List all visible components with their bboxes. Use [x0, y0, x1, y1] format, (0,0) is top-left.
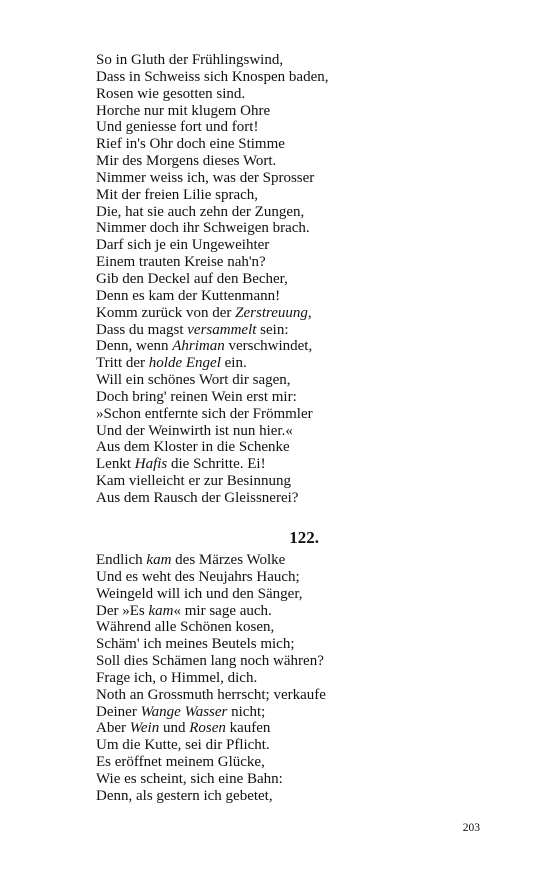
verse-text: Aber [96, 720, 130, 737]
section-heading: 122. [289, 528, 319, 547]
verse-text: Mir des Morgens dieses Wort. [96, 153, 277, 170]
verse-text: Aus dem Kloster in die Schenke [96, 439, 290, 456]
verse-line [96, 204, 426, 221]
verse-line [96, 569, 426, 586]
verse-line [96, 552, 426, 569]
verse-line [96, 619, 426, 636]
verse-text: verschwindet, [224, 338, 313, 355]
verse-line [96, 406, 426, 423]
verse-text: Schäm' ich meines Beutels mich; [96, 636, 295, 653]
verse-text: Mit der freien Lilie sprach, [96, 186, 259, 203]
verse-text: die Schritte. Ei! [167, 456, 266, 473]
verse-text: « mir sage auch. [173, 602, 272, 619]
verse-text: kaufen [225, 720, 271, 737]
verse-line [96, 653, 426, 670]
verse-text: Tritt der [96, 355, 149, 372]
verse-emphasis: Hafis [134, 456, 168, 473]
verse-text: Einem trauten Kreise nah'n? [96, 254, 266, 271]
verse-emphasis: Zerstreuung [235, 304, 308, 321]
verse-emphasis: Rosen [189, 720, 226, 737]
verse-line [96, 153, 426, 170]
verse-text: Denn, als gestern ich gebetet, [96, 787, 273, 804]
verse-text: nicht; [227, 703, 266, 720]
verse-text: Lenkt [96, 456, 135, 473]
verse-line [96, 754, 426, 771]
verse-emphasis: holde Engel [148, 355, 221, 372]
verse-text: Kam vielleicht er zur Besinnung [96, 473, 291, 490]
verse-text: des Märzes Wolke [171, 552, 286, 568]
verse-text: Deiner [96, 703, 141, 720]
verse-line [96, 119, 426, 136]
verse-text: Nimmer weiss ich, was der Sprosser [96, 169, 315, 186]
poem-block-1 [96, 52, 426, 507]
verse-emphasis: Wange Wasser [140, 703, 228, 720]
verse-line [96, 86, 426, 103]
verse-line [96, 456, 426, 473]
verse-line [96, 423, 426, 440]
verse-line [96, 52, 426, 69]
verse-text: »Schon entfernte sich der Frömmler [96, 405, 313, 422]
verse-emphasis: Ahriman [172, 338, 225, 355]
verse-emphasis: versammelt [187, 321, 257, 338]
verse-line [96, 136, 426, 153]
verse-line [96, 372, 426, 389]
verse-line [96, 670, 426, 687]
verse-text: Aus dem Rausch der Gleissnerei? [96, 489, 299, 506]
verse-line [96, 737, 426, 754]
verse-line [96, 704, 426, 721]
verse-line [96, 603, 426, 620]
verse-text: Und der Weinwirth ist nun hier.« [96, 422, 293, 439]
verse-line [96, 322, 426, 339]
verse-emphasis: kam [148, 602, 174, 619]
verse-text: Und geniesse fort und fort! [96, 119, 259, 136]
verse-text: Dass in Schweiss sich Knospen baden, [96, 68, 329, 85]
verse-line [96, 254, 426, 271]
verse-text: Soll dies Schämen lang noch währen? [96, 653, 324, 670]
verse-text: Gib den Deckel auf den Becher, [96, 270, 288, 287]
verse-line [96, 338, 426, 355]
verse-line [96, 288, 426, 305]
verse-text: Weingeld will ich und den Sänger, [96, 585, 303, 602]
page-number: 203 [462, 822, 480, 834]
verse-line [96, 355, 426, 372]
verse-text: Dass du magst [96, 321, 188, 338]
verse-line [96, 237, 426, 254]
verse-line [96, 636, 426, 653]
verse-line [96, 103, 426, 120]
verse-text: Noth an Grossmuth herrscht; verkaufe [96, 686, 326, 703]
verse-line [96, 187, 426, 204]
poem-block-2 [96, 552, 426, 805]
verse-text: Denn, wenn [96, 338, 173, 355]
verse-emphasis: kam [146, 552, 172, 568]
verse-text: Es eröffnet meinem Glücke, [96, 754, 265, 771]
verse-text: Horche nur mit klugem Ohre [96, 102, 271, 119]
verse-line [96, 69, 426, 86]
verse-text: Endlich [96, 552, 147, 568]
verse-line [96, 439, 426, 456]
verse-text: , [307, 304, 312, 321]
verse-line [96, 305, 426, 322]
verse-line [96, 473, 426, 490]
verse-text: Doch bring' reinen Wein erst mir: [96, 388, 297, 405]
verse-text: Der »Es [96, 602, 149, 619]
verse-text: Rosen wie gesotten sind. [96, 85, 246, 102]
verse-text: So in Gluth der Frühlingswind, [96, 52, 284, 68]
verse-text: sein: [256, 321, 289, 338]
verse-line [96, 771, 426, 788]
verse-line [96, 720, 426, 737]
verse-text: Frage ich, o Himmel, dich. [96, 669, 258, 686]
verse-line [96, 687, 426, 704]
verse-line [96, 271, 426, 288]
verse-text: Nimmer doch ihr Schweigen brach. [96, 220, 310, 237]
verse-text: Rief in's Ohr doch eine Stimme [96, 136, 285, 153]
verse-text: Will ein schönes Wort dir sagen, [96, 372, 291, 389]
verse-text: Um die Kutte, sei dir Pflicht. [96, 737, 270, 754]
verse-text: Die, hat sie auch zehn der Zungen, [96, 203, 305, 220]
verse-line [96, 586, 426, 603]
verse-text: Denn es kam der Kuttenmann! [96, 287, 281, 304]
verse-text: Darf sich je ein Ungeweihter [96, 237, 270, 254]
verse-text: und [159, 720, 190, 737]
verse-line [96, 220, 426, 237]
verse-emphasis: Wein [129, 720, 160, 737]
verse-line [96, 170, 426, 187]
verse-text: Während alle Schönen kosen, [96, 619, 275, 636]
verse-line [96, 788, 426, 805]
verse-text: Komm zurück von der [96, 304, 236, 321]
verse-line [96, 389, 426, 406]
verse-text: ein. [220, 355, 247, 372]
verse-line [96, 490, 426, 507]
verse-text: Und es weht des Neujahrs Hauch; [96, 568, 300, 585]
verse-text: Wie es scheint, sich eine Bahn: [96, 770, 283, 787]
